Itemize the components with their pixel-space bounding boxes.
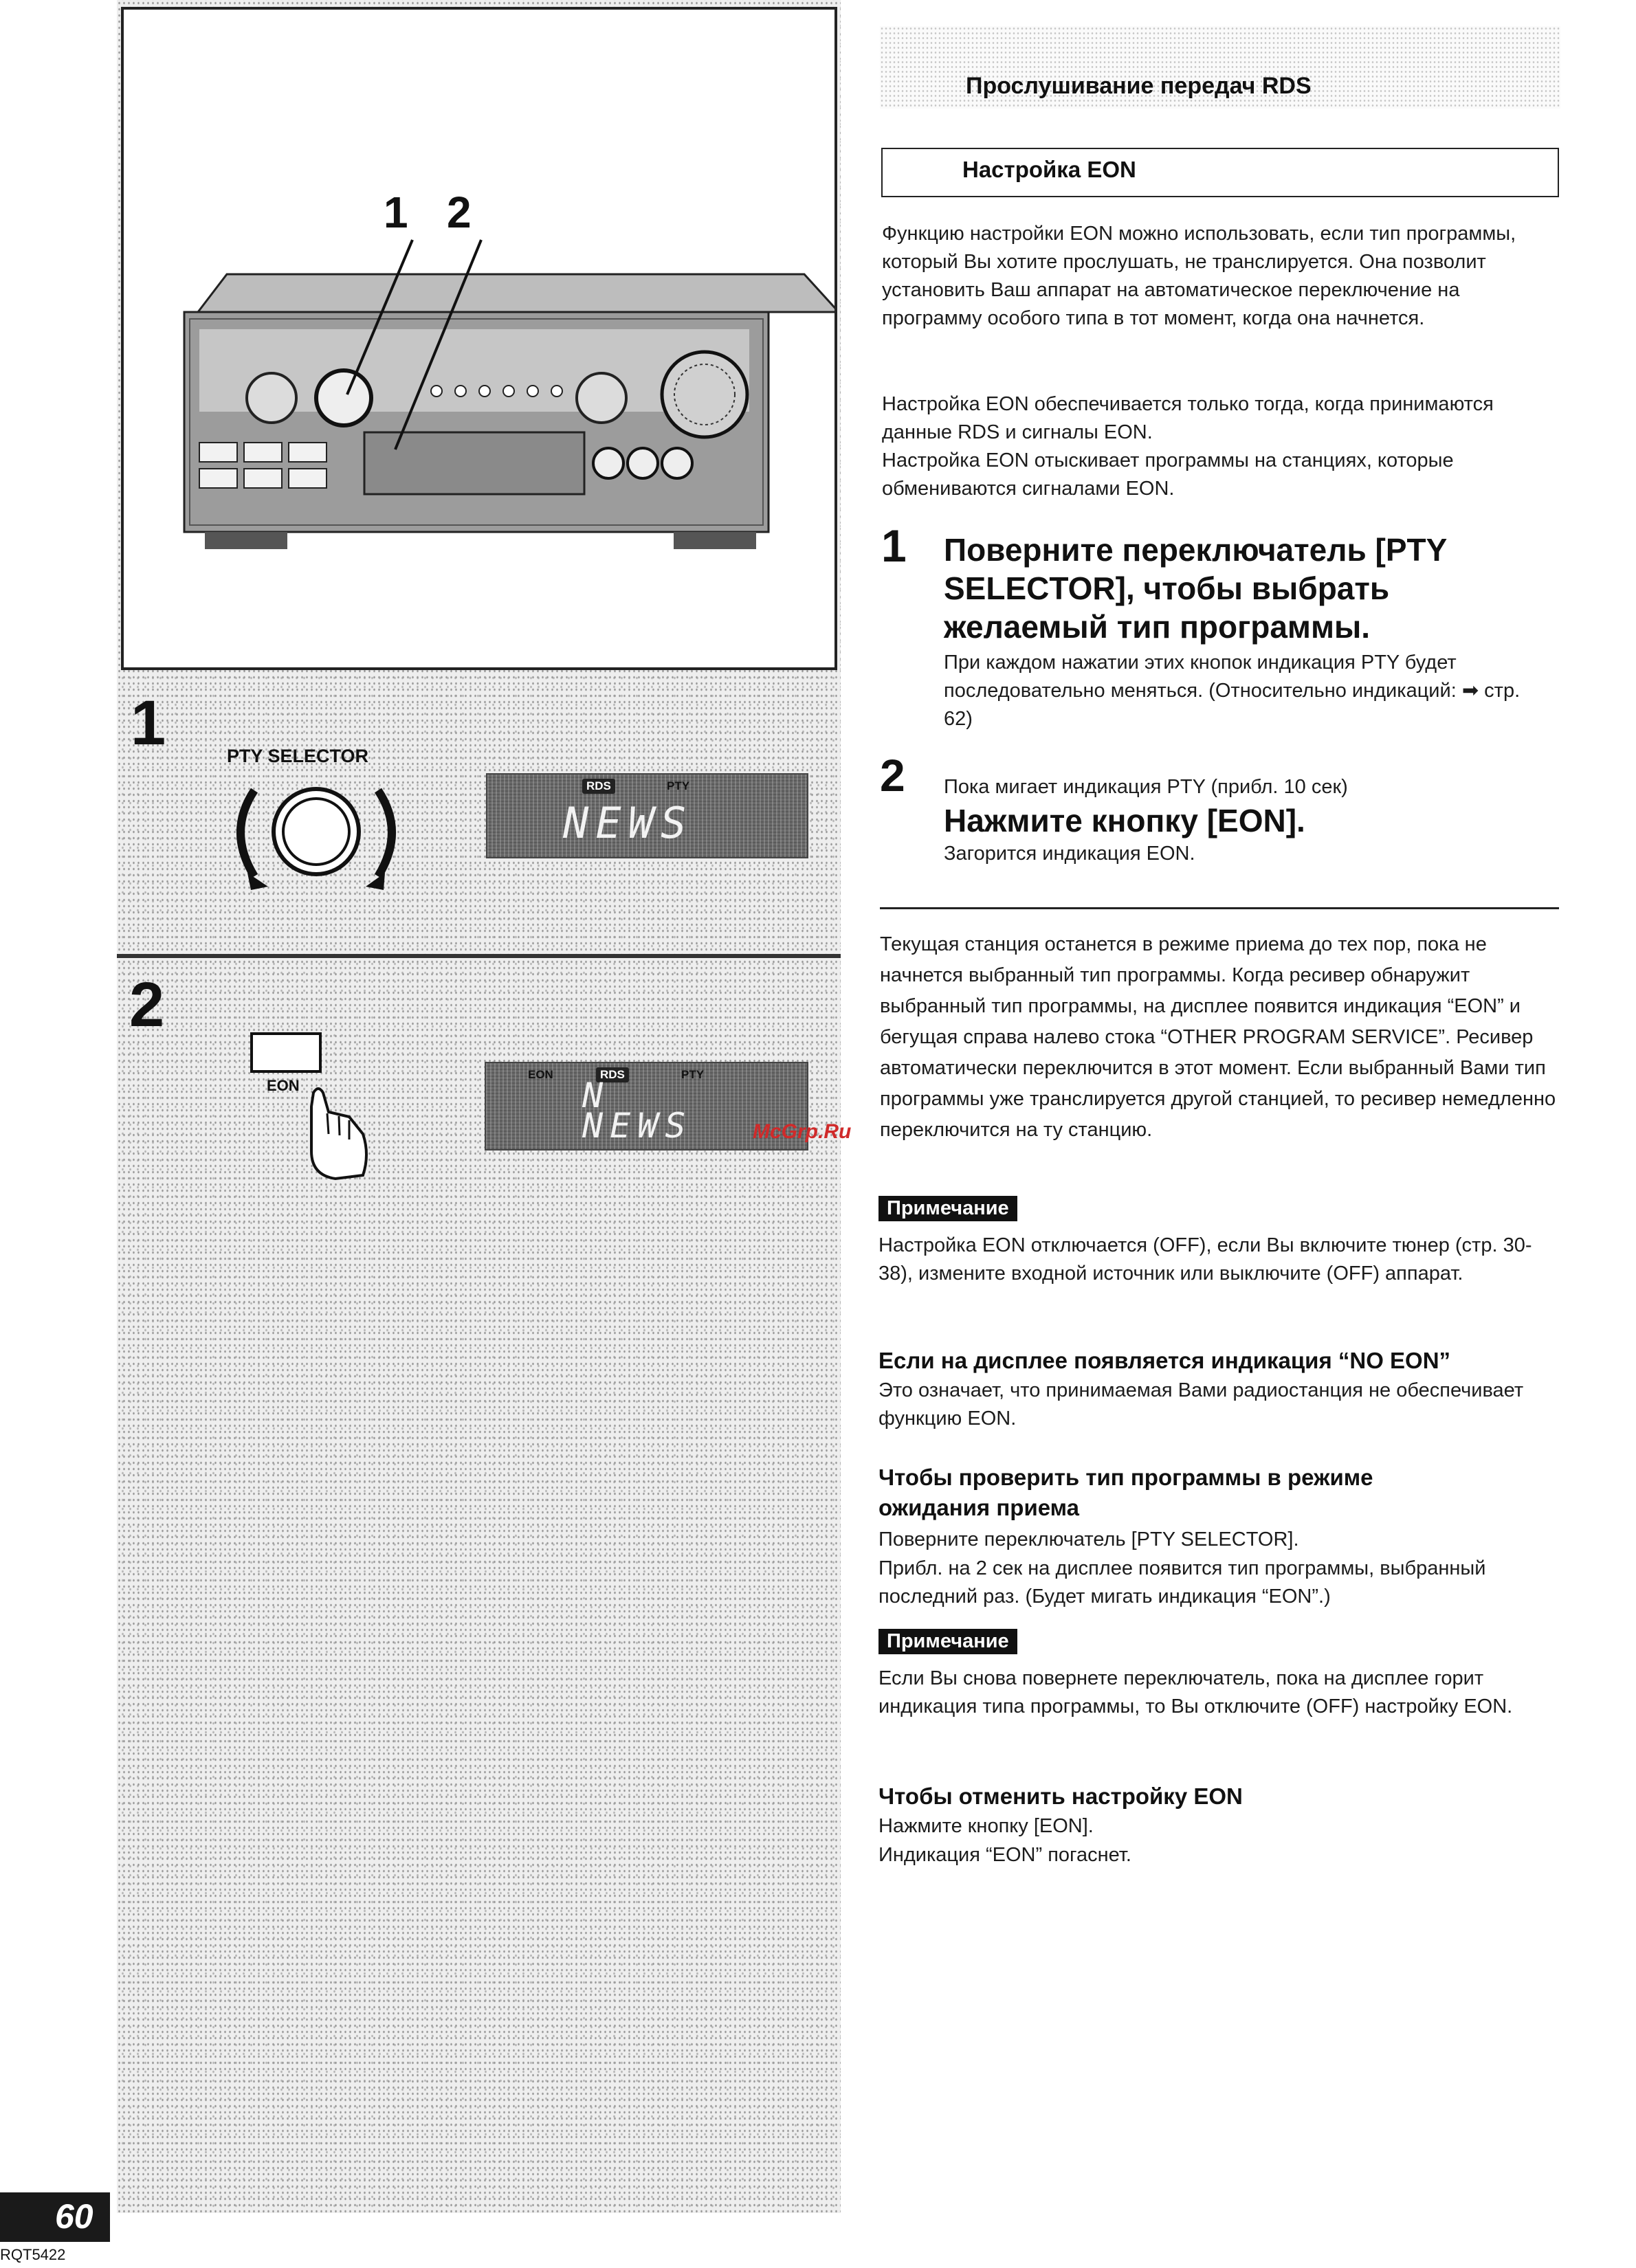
note-1-badge: Примечание: [878, 1196, 1017, 1221]
lcd-pty-indicator: PTY: [681, 1068, 705, 1081]
section-title: Настройка EON: [962, 157, 1136, 182]
lcd-line2: NEWS: [582, 1106, 693, 1146]
eon-button-press-icon: [246, 1031, 384, 1189]
watermark: McGrp.Ru: [753, 1120, 852, 1143]
after-paragraph: Текущая станция останется в режиме приема до тех пор, пока не начнется выбранный тип программы. Когда ресивер обнаружит выбранный тип программы, на дисплее появится индикация “EON” и бегущая справа налево стока “OTHER PROGRAM SERVICE”. Ресивер автоматически переключится в этот момент. Если выбранный Вами тип программы уже транслируется другой станцией, то ресивер немедленно переключится на ту станцию.: [880, 933, 1556, 1141]
note-2-text: Если Вы снова повернете переключатель, пока на дисплее горит индикация типа программы, то Вы отключите (OFF) настройку EON.: [878, 1667, 1513, 1717]
lcd-rds-indicator: RDS: [582, 779, 615, 794]
lcd-line1: N: [582, 1076, 610, 1115]
callout-1: 1: [384, 188, 408, 237]
intro-paragraph-2a: Настройка EON обеспечивается только тогда, когда принимаются данные RDS и сигналы EON.: [882, 393, 1494, 443]
callout-2: 2: [447, 188, 472, 237]
step-2-title: Нажмите кнопку [EON].: [944, 803, 1305, 838]
page-title: Прослушивание передач RDS: [966, 73, 1312, 99]
step-1-title: Поверните переключатель [PTY SELECTOR], чтобы выбрать желаемый тип программы.: [944, 532, 1447, 645]
subheading-cancel-eon: Чтобы отменить настройку EON: [878, 1783, 1243, 1809]
panel-divider: [117, 954, 841, 958]
lcd-program-type-text: NEWS: [563, 798, 694, 848]
subheading-cancel-eon-body-1: Нажмите кнопку [EON].: [878, 1815, 1094, 1837]
step-1-body: При каждом нажатии этих кнопок индикация PTY будет последовательно меняться. (Относительно индикаций: ➡ стр. 62): [944, 652, 1521, 730]
subheading-check-type-body-2: Прибл. на 2 сек на дисплее появится тип программы, выбранный последний раз. (Будет мигать индикация “EON”.): [878, 1557, 1486, 1608]
lcd-eon-indicator: EON: [528, 1068, 553, 1081]
pty-selector-label: PTY SELECTOR: [227, 746, 369, 766]
receiver-illustration-box: [121, 7, 837, 670]
pty-selector-knob-icon: [220, 773, 412, 890]
receiver-front-panel-image: [124, 10, 834, 667]
panel1-lcd-display: [486, 773, 808, 858]
step-2-number: 2: [880, 750, 905, 801]
subheading-no-eon: Если на дисплее появляется индикация “NO EON”: [878, 1348, 1451, 1373]
panel1-step-number: 1: [131, 688, 166, 758]
panel2-step-number: 2: [129, 970, 165, 1040]
subheading-no-eon-body: Это означает, что принимаемая Вами радиостанция не обеспечивает функцию EON.: [878, 1379, 1524, 1430]
intro-paragraph-2b: Настройка EON отыскивает программы на станциях, которые обмениваются сигналами EON.: [882, 449, 1454, 500]
section-rule: [880, 907, 1559, 909]
note-1-text: Настройка EON отключается (OFF), если Вы включите тюнер (стр. 30-38), измените входной источник или выключите (OFF) аппарат.: [878, 1234, 1532, 1285]
lcd-pty-indicator: PTY: [667, 779, 690, 792]
step-2-pre: Пока мигает индикация PTY (прибл. 10 сек): [944, 776, 1348, 798]
note-2-badge: Примечание: [878, 1629, 1017, 1654]
subheading-check-type-body-1: Поверните переключатель [PTY SELECTOR].: [878, 1528, 1299, 1550]
subheading-check-type: Чтобы проверить тип программы в режиме ожидания приема: [878, 1465, 1373, 1520]
subheading-cancel-eon-body-2: Индикация “EON” погаснет.: [878, 1844, 1131, 1866]
eon-button-label: EON: [267, 1077, 300, 1094]
lcd-rds-indicator: RDS: [596, 1067, 629, 1082]
step-2-body: Загорится индикация EON.: [944, 843, 1195, 865]
step-1-number: 1: [881, 520, 907, 571]
intro-paragraph-1: Функцию настройки EON можно использовать, если тип программы, который Вы хотите прослушать, не транслируется. Она позволит установить Ваш аппарат на автоматическое переключение на программу особого типа в тот момент, когда она начнется.: [882, 223, 1516, 329]
document-code: RQT5422: [0, 2246, 66, 2263]
page-number: 60: [55, 2197, 93, 2236]
